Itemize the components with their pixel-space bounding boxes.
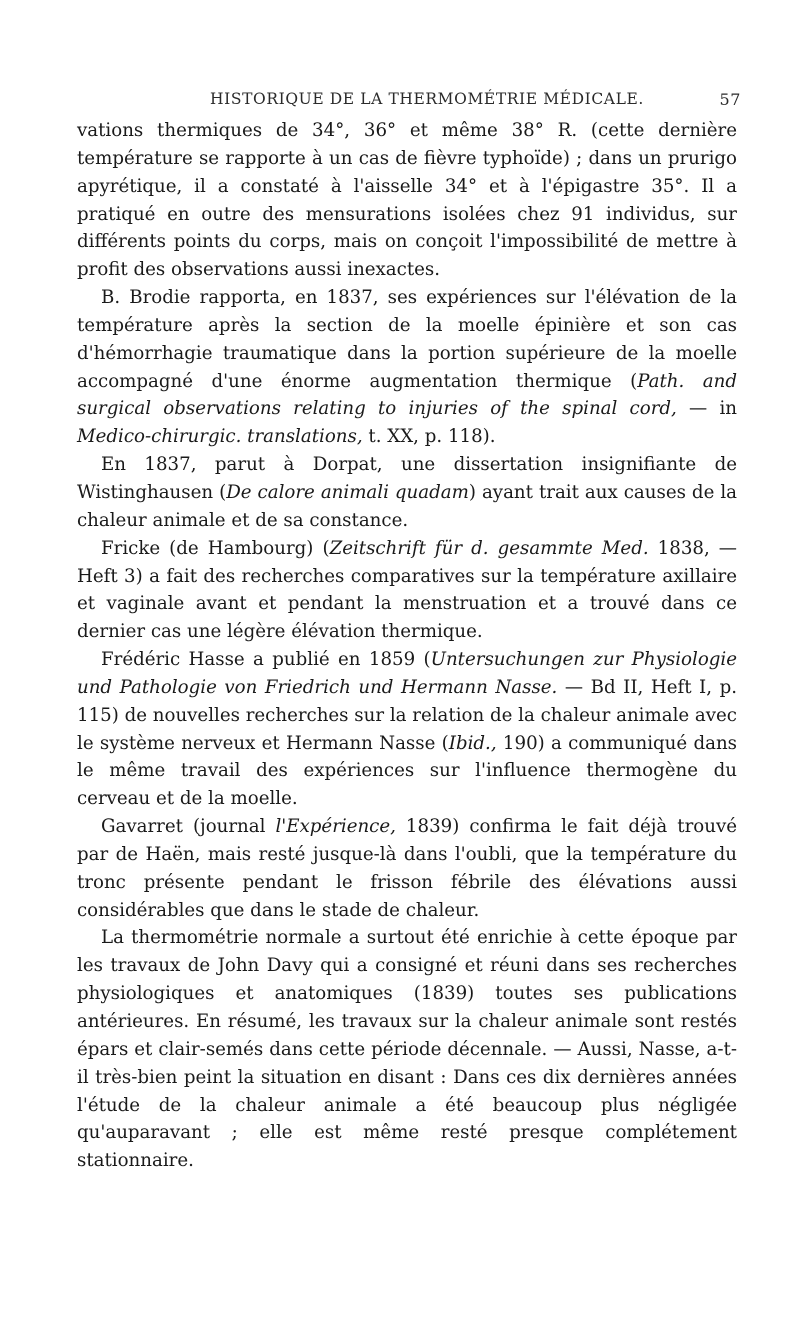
running-head-title: HISTORIQUE DE LA THERMOMÉTRIE MÉDICALE. xyxy=(210,90,644,108)
text-run: La thermométrie normale a surtout été enrichie à cette époque par les travaux de John Davy qui a consigné et réuni dans ses recherches physiologiques et anatomiques (1839) toutes ses publications antérieures. En résumé, les travaux sur la chaleur animale sont restés épars et clair-semés dans cette période décennale. — Aussi, Nasse, a-t-il très-bien peint la situation en disant : Dans ces dix dernières années l'étude de la chaleur animale a été beaucoup plus négligée qu'auparavant ; elle est même resté presque complétement stationnaire. xyxy=(77,927,737,1172)
paragraph xyxy=(77,646,737,813)
running-head xyxy=(77,90,741,116)
text-run: Gavarret (journal xyxy=(101,816,276,838)
text-run: ) ayant trait aux causes de la chaleur animale et de sa constance. xyxy=(77,481,738,531)
italic-citation: Medico-chirurgic. translations, xyxy=(77,426,363,448)
text-run: t. XX, p. 118). xyxy=(362,426,496,448)
paragraph xyxy=(77,813,737,924)
italic-citation: Path. and surgical observations relating to injuries of the spinal cord, xyxy=(77,370,737,420)
text-run: B. Brodie rapporta, en 1837, ses expériences sur l'élévation de la température après la section de la moelle épinière et son cas d'hémorrhagie traumatique dans la portion supérieure de la moelle accompagné d'une énorme augmentation thermique ( xyxy=(77,287,737,392)
page-number: 57 xyxy=(719,90,741,109)
text-run: 1839) confirma le fait déjà trouvé par de Haën, mais resté jusque-là dans l'oubli, que la température du tronc présente pendant le frisson fébrile des élévations aussi considérables que dans le stade de chaleur. xyxy=(77,816,737,921)
text-run: Frédéric Hasse a publié en 1859 ( xyxy=(101,649,431,671)
italic-citation: De calore animali quadam xyxy=(226,481,469,503)
paragraph xyxy=(77,924,737,1175)
text-run: — in xyxy=(676,398,738,420)
paragraph xyxy=(77,535,737,646)
text-run: Fricke (de Hambourg) ( xyxy=(101,537,330,559)
text-run: 190) a communiqué dans le même travail des expériences sur l'influence thermogène du cerveau et de la moelle. xyxy=(77,732,737,810)
book-page xyxy=(77,90,741,1175)
paragraph xyxy=(77,117,737,284)
paragraph xyxy=(77,284,737,451)
text-run: En 1837, parut à Dorpat, une dissertation insignifiante de Wistinghausen ( xyxy=(77,454,737,503)
text-run: vations thermiques de 34°, 36° et même 38° R. (cette dernière température se rapporte à un cas de fièvre typhoïde) ; dans un prurigo apyrétique, il a constaté à l'aisselle 34° et à l'épigastre 35°. Il a pratiqué en outre des mensurations isolées chez 91 individus, sur différents points du corps, mais on conçoit l'impossibilité de mettre à profit des observations aussi inexactes. xyxy=(77,120,737,281)
italic-citation: Untersuchungen zur Physiologie und Pathologie von Friedrich und Hermann Nasse. xyxy=(77,649,737,698)
text-run: — Bd II, Heft I, p. 115) de nouvelles recherches sur la relation de la chaleur animale avec le système nerveux et Hermann Nasse ( xyxy=(77,676,737,754)
italic-citation: l'Expérience, xyxy=(275,816,396,838)
body-text xyxy=(77,117,737,1175)
paragraph xyxy=(77,451,737,535)
text-run: 1838, — Heft 3) a fait des recherches comparatives sur la température axillaire et vaginale avant et pendant la menstruation et a trouvé dans ce dernier cas une légère élévation thermique. xyxy=(77,537,737,643)
italic-citation: Zeitschrift für d. gesammte Med. xyxy=(329,537,649,559)
italic-citation: Ibid., xyxy=(448,732,497,754)
